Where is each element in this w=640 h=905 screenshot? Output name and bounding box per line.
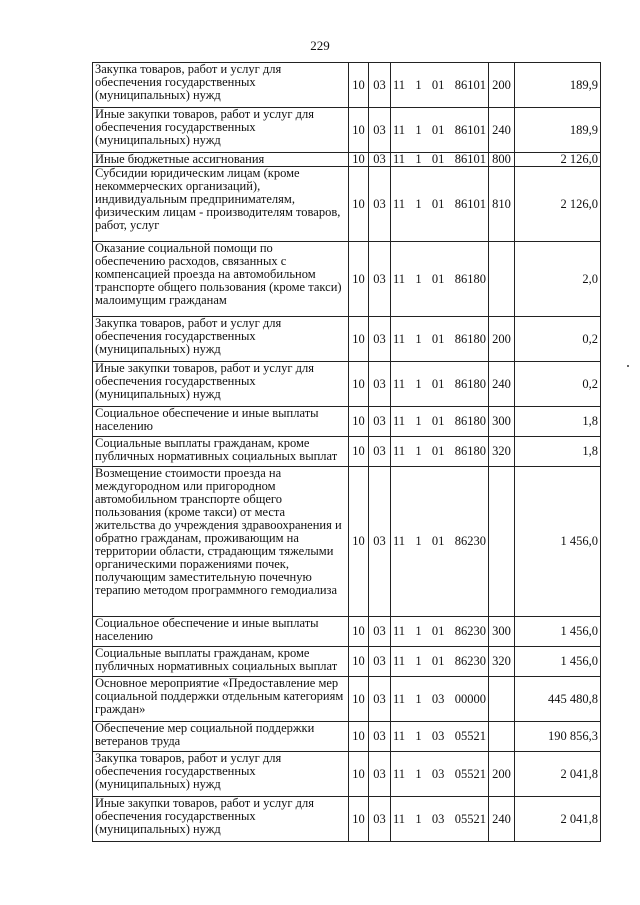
target-article-part: 86230 xyxy=(454,654,486,668)
target-article-part: 1 xyxy=(415,271,422,286)
table-row xyxy=(93,677,601,722)
subsection-code: 03 xyxy=(369,617,391,647)
amount: 1 456,0 xyxy=(515,467,601,617)
section-code: 10 xyxy=(349,63,369,108)
section-code: 10 xyxy=(349,647,369,677)
target-article-part: 05521 xyxy=(454,766,486,781)
subsection-code: 03 xyxy=(369,797,391,842)
target-article-parts xyxy=(391,378,488,391)
target-article-part: 86101 xyxy=(454,77,486,92)
target-article-part: 05521 xyxy=(454,811,486,826)
target-article-part: 1 xyxy=(415,376,422,391)
section-code: 10 xyxy=(349,797,369,842)
target-article-parts xyxy=(391,333,488,346)
target-article-part: 11 xyxy=(393,196,406,211)
table-row xyxy=(93,617,601,647)
table-row xyxy=(93,167,601,242)
target-article-part: 1 xyxy=(415,122,422,137)
target-article-code xyxy=(391,437,489,467)
table-row xyxy=(93,647,601,677)
target-article-part: 1 xyxy=(415,152,422,166)
amount: 190 856,3 xyxy=(515,722,601,752)
row-name: Субсидии юридическим лицам (кроме некоммерческих организаций), индивидуальным предпринимателям, физическим лицам - производителям товаров, работ, услуг xyxy=(93,167,349,242)
subsection-code: 03 xyxy=(369,108,391,153)
target-article-part: 01 xyxy=(431,654,445,668)
amount: 2,0 xyxy=(515,242,601,317)
subsection-code: 03 xyxy=(369,647,391,677)
row-name: Социальное обеспечение и иные выплаты населению xyxy=(93,407,349,437)
target-article-code xyxy=(391,362,489,407)
target-article-parts xyxy=(391,79,488,92)
target-article-part: 1 xyxy=(415,766,422,781)
target-article-part: 11 xyxy=(393,414,406,428)
row-name: Иные бюджетные ассигнования xyxy=(93,153,349,167)
section-code: 10 xyxy=(349,617,369,647)
target-article-part: 86101 xyxy=(454,196,486,211)
target-article-part: 86180 xyxy=(454,376,486,391)
subsection-code: 03 xyxy=(369,63,391,108)
target-article-code xyxy=(391,242,489,317)
table-row xyxy=(93,242,601,317)
target-article-part: 11 xyxy=(393,534,406,548)
target-article-part: 01 xyxy=(431,77,445,92)
target-article-part: 01 xyxy=(431,196,445,211)
row-name: Социальные выплаты гражданам, кроме публичных нормативных социальных выплат xyxy=(93,647,349,677)
section-code: 10 xyxy=(349,467,369,617)
row-name: Социальные выплаты гражданам, кроме публичных нормативных социальных выплат xyxy=(93,437,349,467)
target-article-code xyxy=(391,153,489,167)
row-name: Оказание социальной помощи по обеспечению расходов, связанных с компенсацией проезда на автомобильном транспорте общего пользования (кроме такси) малоимущим гражданам xyxy=(93,242,349,317)
target-article-code xyxy=(391,722,489,752)
target-article-part: 03 xyxy=(431,766,445,781)
amount: 1 456,0 xyxy=(515,617,601,647)
target-article-parts xyxy=(391,445,488,458)
target-article-part: 11 xyxy=(393,331,406,346)
expense-type-code: 200 xyxy=(489,63,515,108)
target-article-part: 00000 xyxy=(454,691,486,706)
target-article-code xyxy=(391,63,489,108)
amount: 189,9 xyxy=(515,63,601,108)
section-code: 10 xyxy=(349,242,369,317)
target-article-part: 03 xyxy=(431,729,445,743)
expense-type-code: 300 xyxy=(489,617,515,647)
expense-type-code: 240 xyxy=(489,797,515,842)
section-code: 10 xyxy=(349,677,369,722)
target-article-part: 11 xyxy=(393,444,406,458)
target-article-code xyxy=(391,317,489,362)
section-code: 10 xyxy=(349,722,369,752)
target-article-parts xyxy=(391,535,488,548)
target-article-parts xyxy=(391,124,488,137)
target-article-part: 11 xyxy=(393,152,406,166)
target-article-parts xyxy=(391,768,488,781)
target-article-parts xyxy=(391,655,488,668)
amount: 2 041,8 xyxy=(515,797,601,842)
target-article-part: 1 xyxy=(415,691,422,706)
section-code: 10 xyxy=(349,437,369,467)
table-row xyxy=(93,63,601,108)
target-article-part: 01 xyxy=(431,376,445,391)
amount: 2 041,8 xyxy=(515,752,601,797)
target-article-part: 03 xyxy=(431,691,445,706)
target-article-part: 11 xyxy=(393,624,406,638)
target-article-part: 86230 xyxy=(454,624,486,638)
table-row xyxy=(93,722,601,752)
target-article-part: 01 xyxy=(431,122,445,137)
budget-table xyxy=(92,62,601,842)
amount: 445 480,8 xyxy=(515,677,601,722)
target-article-part: 01 xyxy=(431,534,445,548)
target-article-part: 1 xyxy=(415,77,422,92)
amount: 0,2 xyxy=(515,362,601,407)
row-name: Социальное обеспечение и иные выплаты населению xyxy=(93,617,349,647)
target-article-part: 1 xyxy=(415,624,422,638)
budget-table-body xyxy=(93,63,601,842)
row-name: Иные закупки товаров, работ и услуг для обеспечения государственных (муниципальных) нужд xyxy=(93,108,349,153)
target-article-part: 1 xyxy=(415,444,422,458)
target-article-part: 1 xyxy=(415,414,422,428)
target-article-part: 86180 xyxy=(454,414,486,428)
target-article-part: 01 xyxy=(431,624,445,638)
amount: 2 126,0 xyxy=(515,153,601,167)
target-article-part: 01 xyxy=(431,414,445,428)
target-article-part: 11 xyxy=(393,691,406,706)
amount: 1 456,0 xyxy=(515,647,601,677)
scan-speck xyxy=(627,365,629,367)
amount: 1,8 xyxy=(515,437,601,467)
expense-type-code: 810 xyxy=(489,167,515,242)
page-number: 229 xyxy=(310,38,330,53)
expense-type-code: 320 xyxy=(489,647,515,677)
subsection-code: 03 xyxy=(369,722,391,752)
target-article-part: 1 xyxy=(415,729,422,743)
target-article-part: 11 xyxy=(393,271,406,286)
subsection-code: 03 xyxy=(369,467,391,617)
expense-type-code: 320 xyxy=(489,437,515,467)
expense-type-code xyxy=(489,722,515,752)
target-article-part: 1 xyxy=(415,534,422,548)
target-article-code xyxy=(391,167,489,242)
target-article-part: 11 xyxy=(393,766,406,781)
target-article-part: 1 xyxy=(415,654,422,668)
table-row xyxy=(93,437,601,467)
table-row xyxy=(93,108,601,153)
target-article-parts xyxy=(391,813,488,826)
target-article-parts xyxy=(391,730,488,743)
target-article-parts xyxy=(391,625,488,638)
section-code: 10 xyxy=(349,317,369,362)
target-article-code xyxy=(391,647,489,677)
expense-type-code xyxy=(489,242,515,317)
target-article-parts xyxy=(391,273,488,286)
target-article-code xyxy=(391,752,489,797)
target-article-part: 11 xyxy=(393,122,406,137)
section-code: 10 xyxy=(349,362,369,407)
expense-type-code: 300 xyxy=(489,407,515,437)
target-article-code xyxy=(391,677,489,722)
table-row xyxy=(93,153,601,167)
subsection-code: 03 xyxy=(369,167,391,242)
row-name: Закупка товаров, работ и услуг для обеспечения государственных (муниципальных) нужд xyxy=(93,63,349,108)
row-name: Возмещение стоимости проезда на междугородном или пригородном автомобильном транспорте общего пользования (кроме такси) от места жительства до учреждения здравоохранения и обратно гражданам, проживающим на территории области, страдающим тяжелыми органическими поражениями почек, получающим заместительную почечную терапию методом программного гемодиализа xyxy=(93,467,349,617)
row-name: Иные закупки товаров, работ и услуг для обеспечения государственных (муниципальных) нужд xyxy=(93,797,349,842)
section-code: 10 xyxy=(349,407,369,437)
subsection-code: 03 xyxy=(369,317,391,362)
target-article-code xyxy=(391,467,489,617)
subsection-code: 03 xyxy=(369,407,391,437)
target-article-part: 1 xyxy=(415,196,422,211)
target-article-part: 86180 xyxy=(454,444,486,458)
section-code: 10 xyxy=(349,108,369,153)
target-article-part: 03 xyxy=(431,811,445,826)
table-row xyxy=(93,407,601,437)
table-row xyxy=(93,797,601,842)
subsection-code: 03 xyxy=(369,153,391,167)
target-article-code xyxy=(391,617,489,647)
table-row xyxy=(93,362,601,407)
section-code: 10 xyxy=(349,153,369,167)
subsection-code: 03 xyxy=(369,437,391,467)
section-code: 10 xyxy=(349,167,369,242)
target-article-part: 86180 xyxy=(454,271,486,286)
target-article-part: 11 xyxy=(393,77,406,92)
row-name: Обеспечение мер социальной поддержки ветеранов труда xyxy=(93,722,349,752)
table-row xyxy=(93,317,601,362)
target-article-parts xyxy=(391,415,488,428)
expense-type-code: 240 xyxy=(489,108,515,153)
subsection-code: 03 xyxy=(369,362,391,407)
amount: 1,8 xyxy=(515,407,601,437)
amount: 0,2 xyxy=(515,317,601,362)
target-article-parts xyxy=(391,693,488,706)
expense-type-code xyxy=(489,467,515,617)
target-article-part: 86230 xyxy=(454,534,486,548)
target-article-part: 01 xyxy=(431,331,445,346)
subsection-code: 03 xyxy=(369,242,391,317)
target-article-parts xyxy=(391,153,488,166)
amount: 189,9 xyxy=(515,108,601,153)
target-article-part: 11 xyxy=(393,729,406,743)
target-article-part: 11 xyxy=(393,376,406,391)
target-article-part: 11 xyxy=(393,811,406,826)
target-article-code xyxy=(391,797,489,842)
target-article-part: 01 xyxy=(431,152,445,166)
expense-type-code: 200 xyxy=(489,752,515,797)
expense-type-code: 800 xyxy=(489,153,515,167)
target-article-part: 1 xyxy=(415,811,422,826)
row-name: Иные закупки товаров, работ и услуг для обеспечения государственных (муниципальных) нужд xyxy=(93,362,349,407)
section-code: 10 xyxy=(349,752,369,797)
subsection-code: 03 xyxy=(369,752,391,797)
row-name: Закупка товаров, работ и услуг для обеспечения государственных (муниципальных) нужд xyxy=(93,317,349,362)
table-row xyxy=(93,752,601,797)
target-article-part: 86101 xyxy=(454,152,486,166)
target-article-part: 86101 xyxy=(454,122,486,137)
row-name: Основное мероприятие «Предоставление мер социальной поддержки отдельным категориям граждан» xyxy=(93,677,349,722)
target-article-parts xyxy=(391,198,488,211)
target-article-code xyxy=(391,108,489,153)
target-article-part: 05521 xyxy=(454,729,486,743)
target-article-part: 01 xyxy=(431,444,445,458)
table-row xyxy=(93,467,601,617)
row-name: Закупка товаров, работ и услуг для обеспечения государственных (муниципальных) нужд xyxy=(93,752,349,797)
target-article-part: 86180 xyxy=(454,331,486,346)
target-article-part: 11 xyxy=(393,654,406,668)
expense-type-code: 240 xyxy=(489,362,515,407)
amount: 2 126,0 xyxy=(515,167,601,242)
target-article-part: 01 xyxy=(431,271,445,286)
expense-type-code xyxy=(489,677,515,722)
expense-type-code: 200 xyxy=(489,317,515,362)
target-article-code xyxy=(391,407,489,437)
subsection-code: 03 xyxy=(369,677,391,722)
target-article-part: 1 xyxy=(415,331,422,346)
